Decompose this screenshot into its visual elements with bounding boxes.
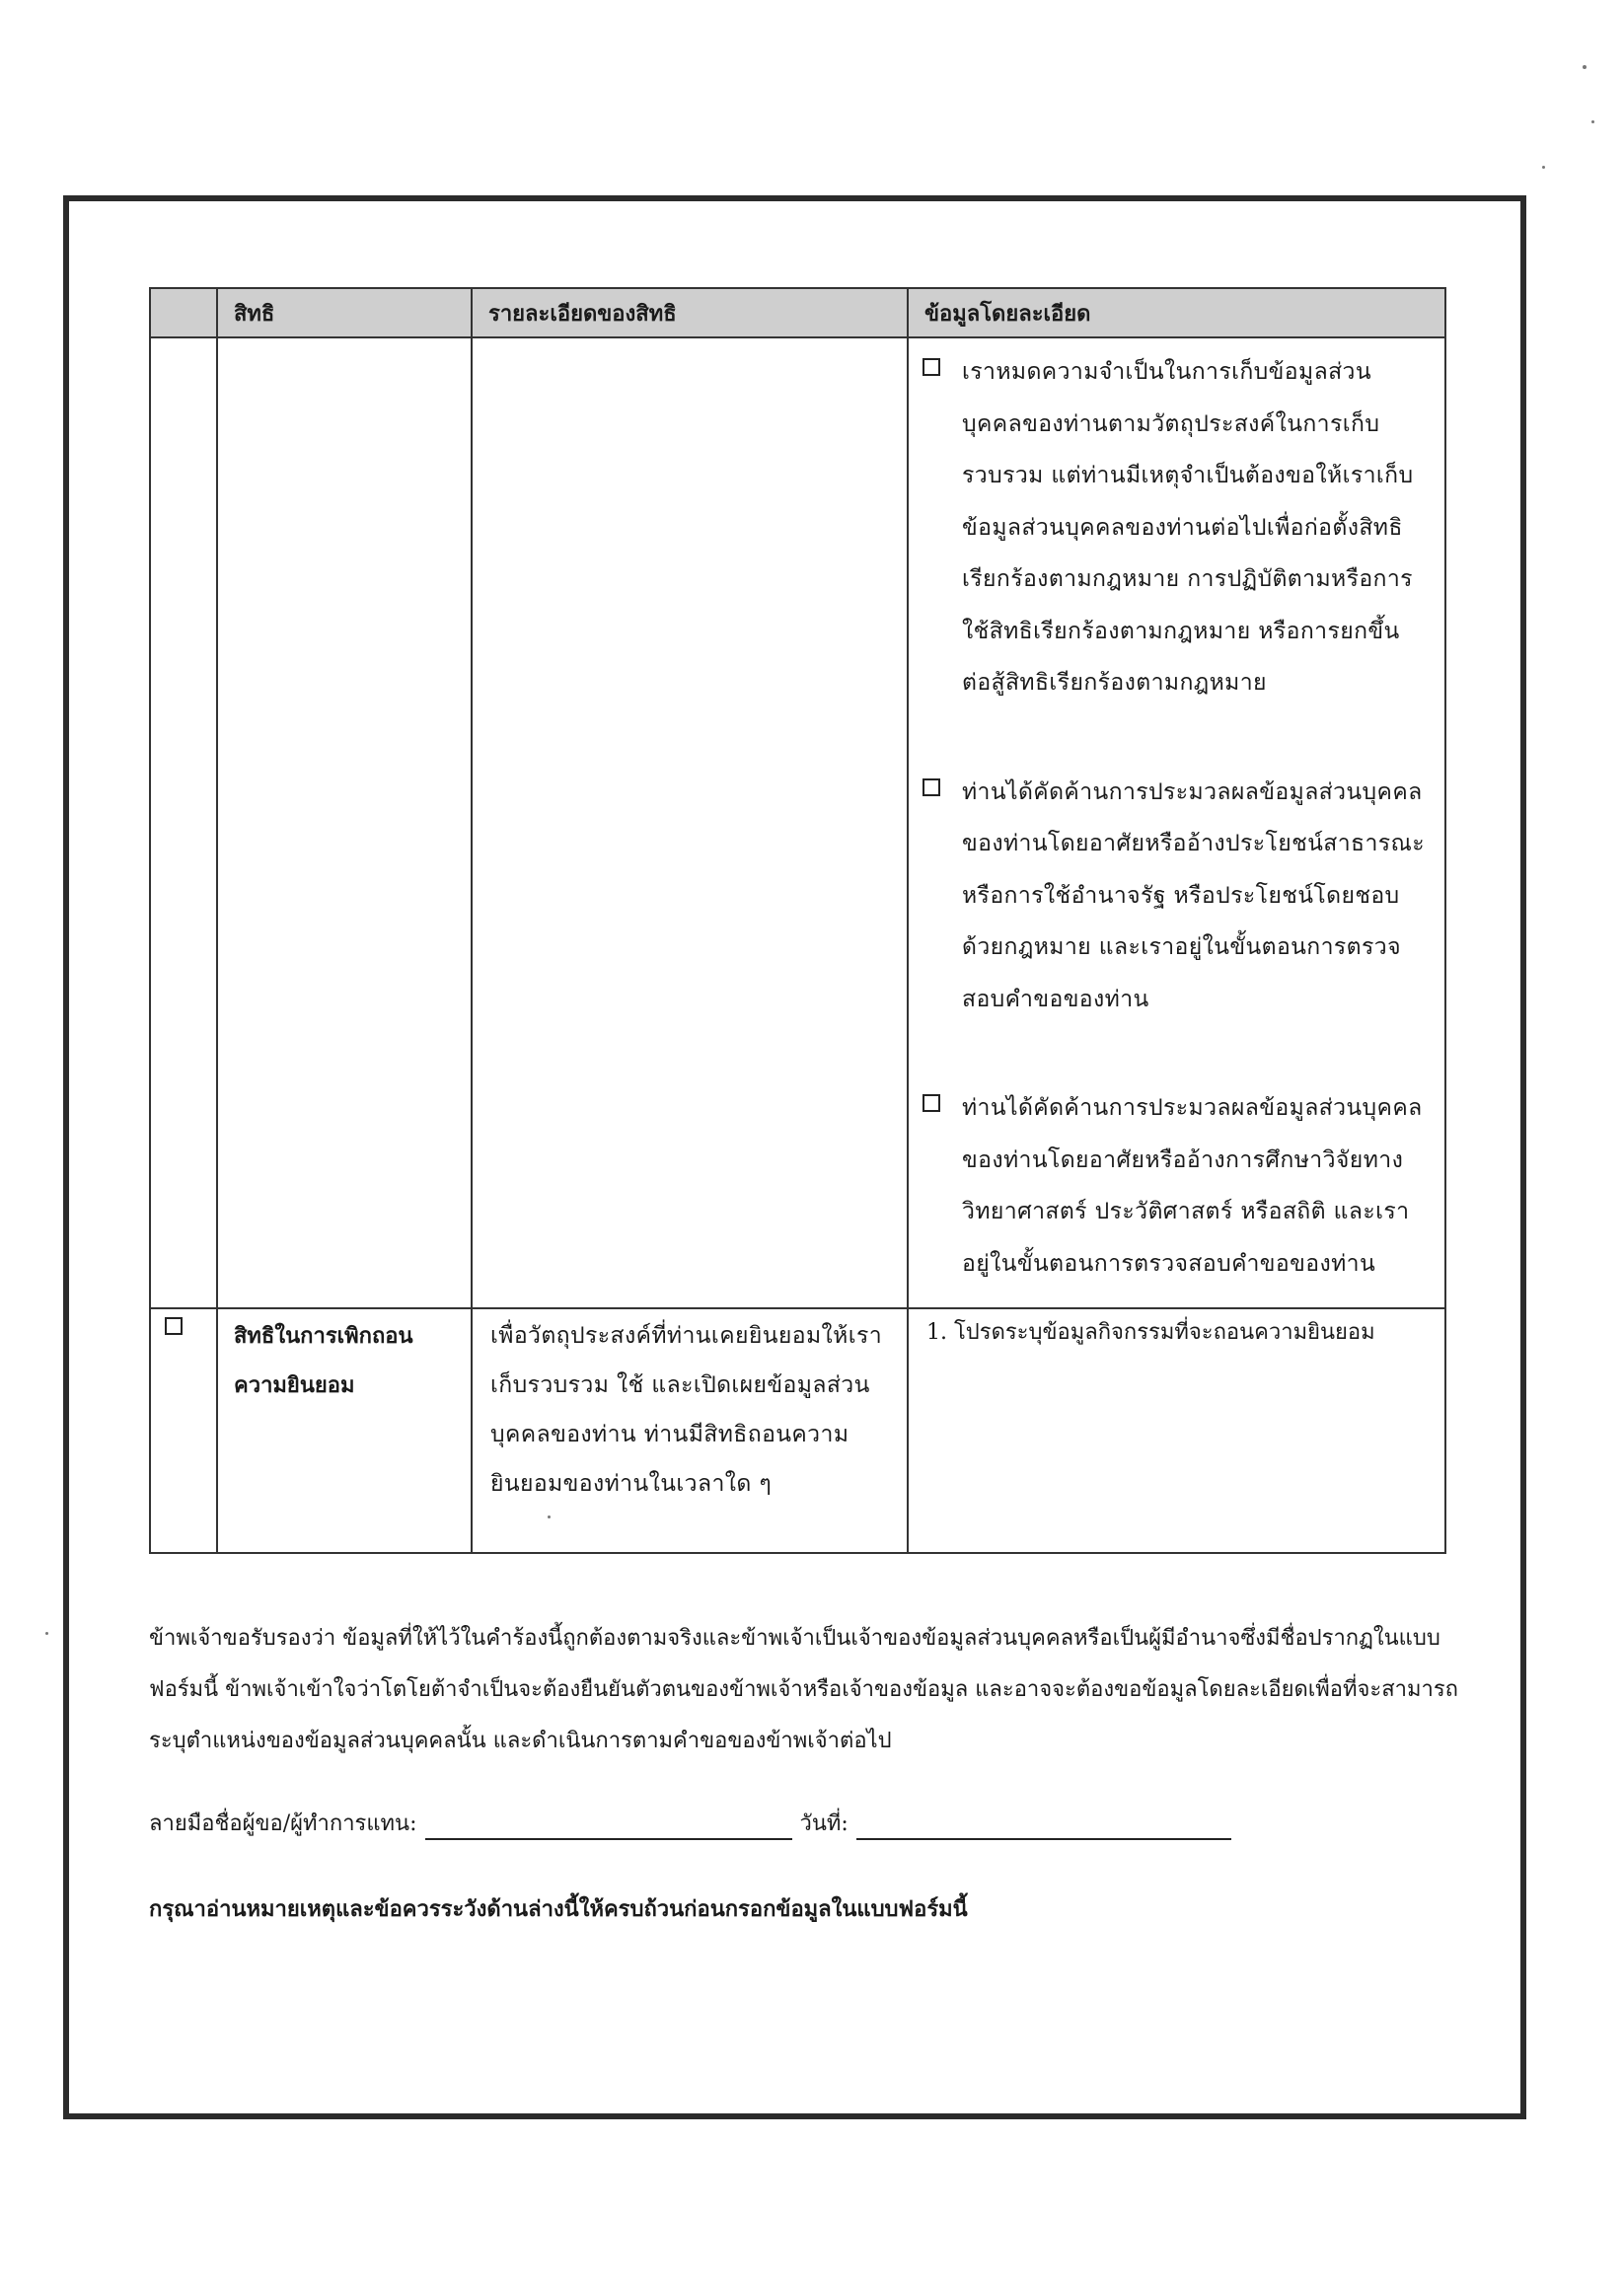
option-text: ท่านได้คัดค้านการประมวลผลข้อมูลส่วนบุคคลของท่านโดยอาศัยหรืออ้างการศึกษาวิจัยทางวิทยาศาสตร์ ประวัติศาสตร์ หรือสถิติ และเราอยู่ในขั้นตอนการตรวจสอบคำขอของท่าน — [962, 1095, 1423, 1277]
date-label: วันที่: — [799, 1811, 849, 1836]
table-header-row — [150, 288, 1445, 337]
option-checkbox[interactable] — [923, 778, 940, 796]
option-text: เราหมดความจำเป็นในการเก็บข้อมูลส่วนบุคคลของท่านตามวัตถุประสงค์ในการเก็บรวบรวม แต่ท่านมีเหตุจำเป็นต้องขอให้เราเก็บข้อมูลส่วนบุคคลของท่านต่อไปเพื่อก่อตั้งสิทธิเรียกร้องตามกฎหมาย การปฏิบัติตามหรือการใช้สิทธิเรียกร้องตามกฎหมาย หรือการยกขึ้นต่อสู้สิทธิเรียกร้องตามกฎหมาย — [962, 359, 1414, 696]
header-details: ข้อมูลโดยละเอียด — [908, 288, 1445, 337]
rights-table — [149, 287, 1446, 1554]
option-item — [923, 1082, 1431, 1290]
signature-line — [149, 1806, 1231, 1840]
notice-text: กรุณาอ่านหมายเหตุและข้อควรระวังด้านล่างนี้ให้ครบถ้วนก่อนกรอกข้อมูลในแบบฟอร์มนี้ — [149, 1896, 968, 1922]
option-item — [923, 767, 1431, 1026]
scan-speck — [45, 1632, 48, 1635]
details-cell — [908, 337, 1445, 1308]
header-right-description: รายละเอียดของสิทธิ — [472, 288, 908, 337]
withdraw-consent-checkbox[interactable] — [165, 1317, 183, 1335]
empty-cell — [472, 337, 908, 1308]
option-item — [923, 346, 1431, 709]
details-cell — [908, 1308, 1445, 1553]
empty-cell — [150, 337, 217, 1308]
signature-label: ลายมือชื่อผู้ขอ/ผู้ทำการแทน: — [149, 1811, 417, 1836]
checkbox-cell — [150, 1308, 217, 1553]
scan-speck — [1583, 65, 1587, 69]
option-checkbox[interactable] — [923, 358, 940, 376]
option-checkbox[interactable] — [923, 1094, 940, 1112]
signature-field[interactable] — [425, 1812, 792, 1840]
date-field[interactable] — [856, 1812, 1231, 1840]
right-description: เพื่อวัตถุประสงค์ที่ท่านเคยยินยอมให้เราเก็บรวบรวม ใช้ และเปิดเผยข้อมูลส่วนบุคคลของท่าน ท่านมีสิทธิถอนความยินยอมของท่านในเวลาใด ๆ — [490, 1323, 883, 1497]
header-checkbox-column — [150, 288, 217, 337]
certification-statement: ข้าพเจ้าขอรับรองว่า ข้อมูลที่ให้ไว้ในคำร้องนี้ถูกต้องตามจริงและข้าพเจ้าเป็นเจ้าของข้อมูลส่วนบุคคลหรือเป็นผู้มีอำนาจซึ่งมีชื่อปรากฏในแบบฟอร์มนี้ ข้าพเจ้าเข้าใจว่าโตโยต้าจำเป็นจะต้องยืนยันตัวตนของข้าพเจ้าหรือเจ้าของข้อมูล และอาจจะต้องขอข้อมูลโดยละเอียดเพื่อที่จะสามารถระบุตำแหน่งของข้อมูลส่วนบุคคลนั้น และดำเนินการตามคำขอของข้าพเจ้าต่อไป — [149, 1626, 1459, 1753]
scan-speck — [548, 1515, 551, 1518]
details-instruction: 1. โปรดระบุข้อมูลกิจกรรมที่จะถอนความยินยอม — [926, 1320, 1375, 1345]
option-text: ท่านได้คัดค้านการประมวลผลข้อมูลส่วนบุคคลของท่านโดยอาศัยหรืออ้างประโยชน์สาธารณะหรือการใช้อำนาจรัฐ หรือประโยชน์โดยชอบด้วยกฎหมาย และเราอยู่ในขั้นตอนการตรวจสอบคำขอของท่าน — [962, 778, 1426, 1012]
table-row-continuation — [150, 337, 1445, 1308]
scan-speck — [1591, 120, 1594, 123]
header-right: สิทธิ — [217, 288, 472, 337]
description-cell — [472, 1308, 908, 1553]
empty-cell — [217, 337, 472, 1308]
right-cell — [217, 1308, 472, 1553]
right-name: สิทธิในการเพิกถอนความยินยอม — [234, 1323, 413, 1398]
scan-speck — [1542, 166, 1545, 169]
table-row-withdraw-consent — [150, 1308, 1445, 1553]
